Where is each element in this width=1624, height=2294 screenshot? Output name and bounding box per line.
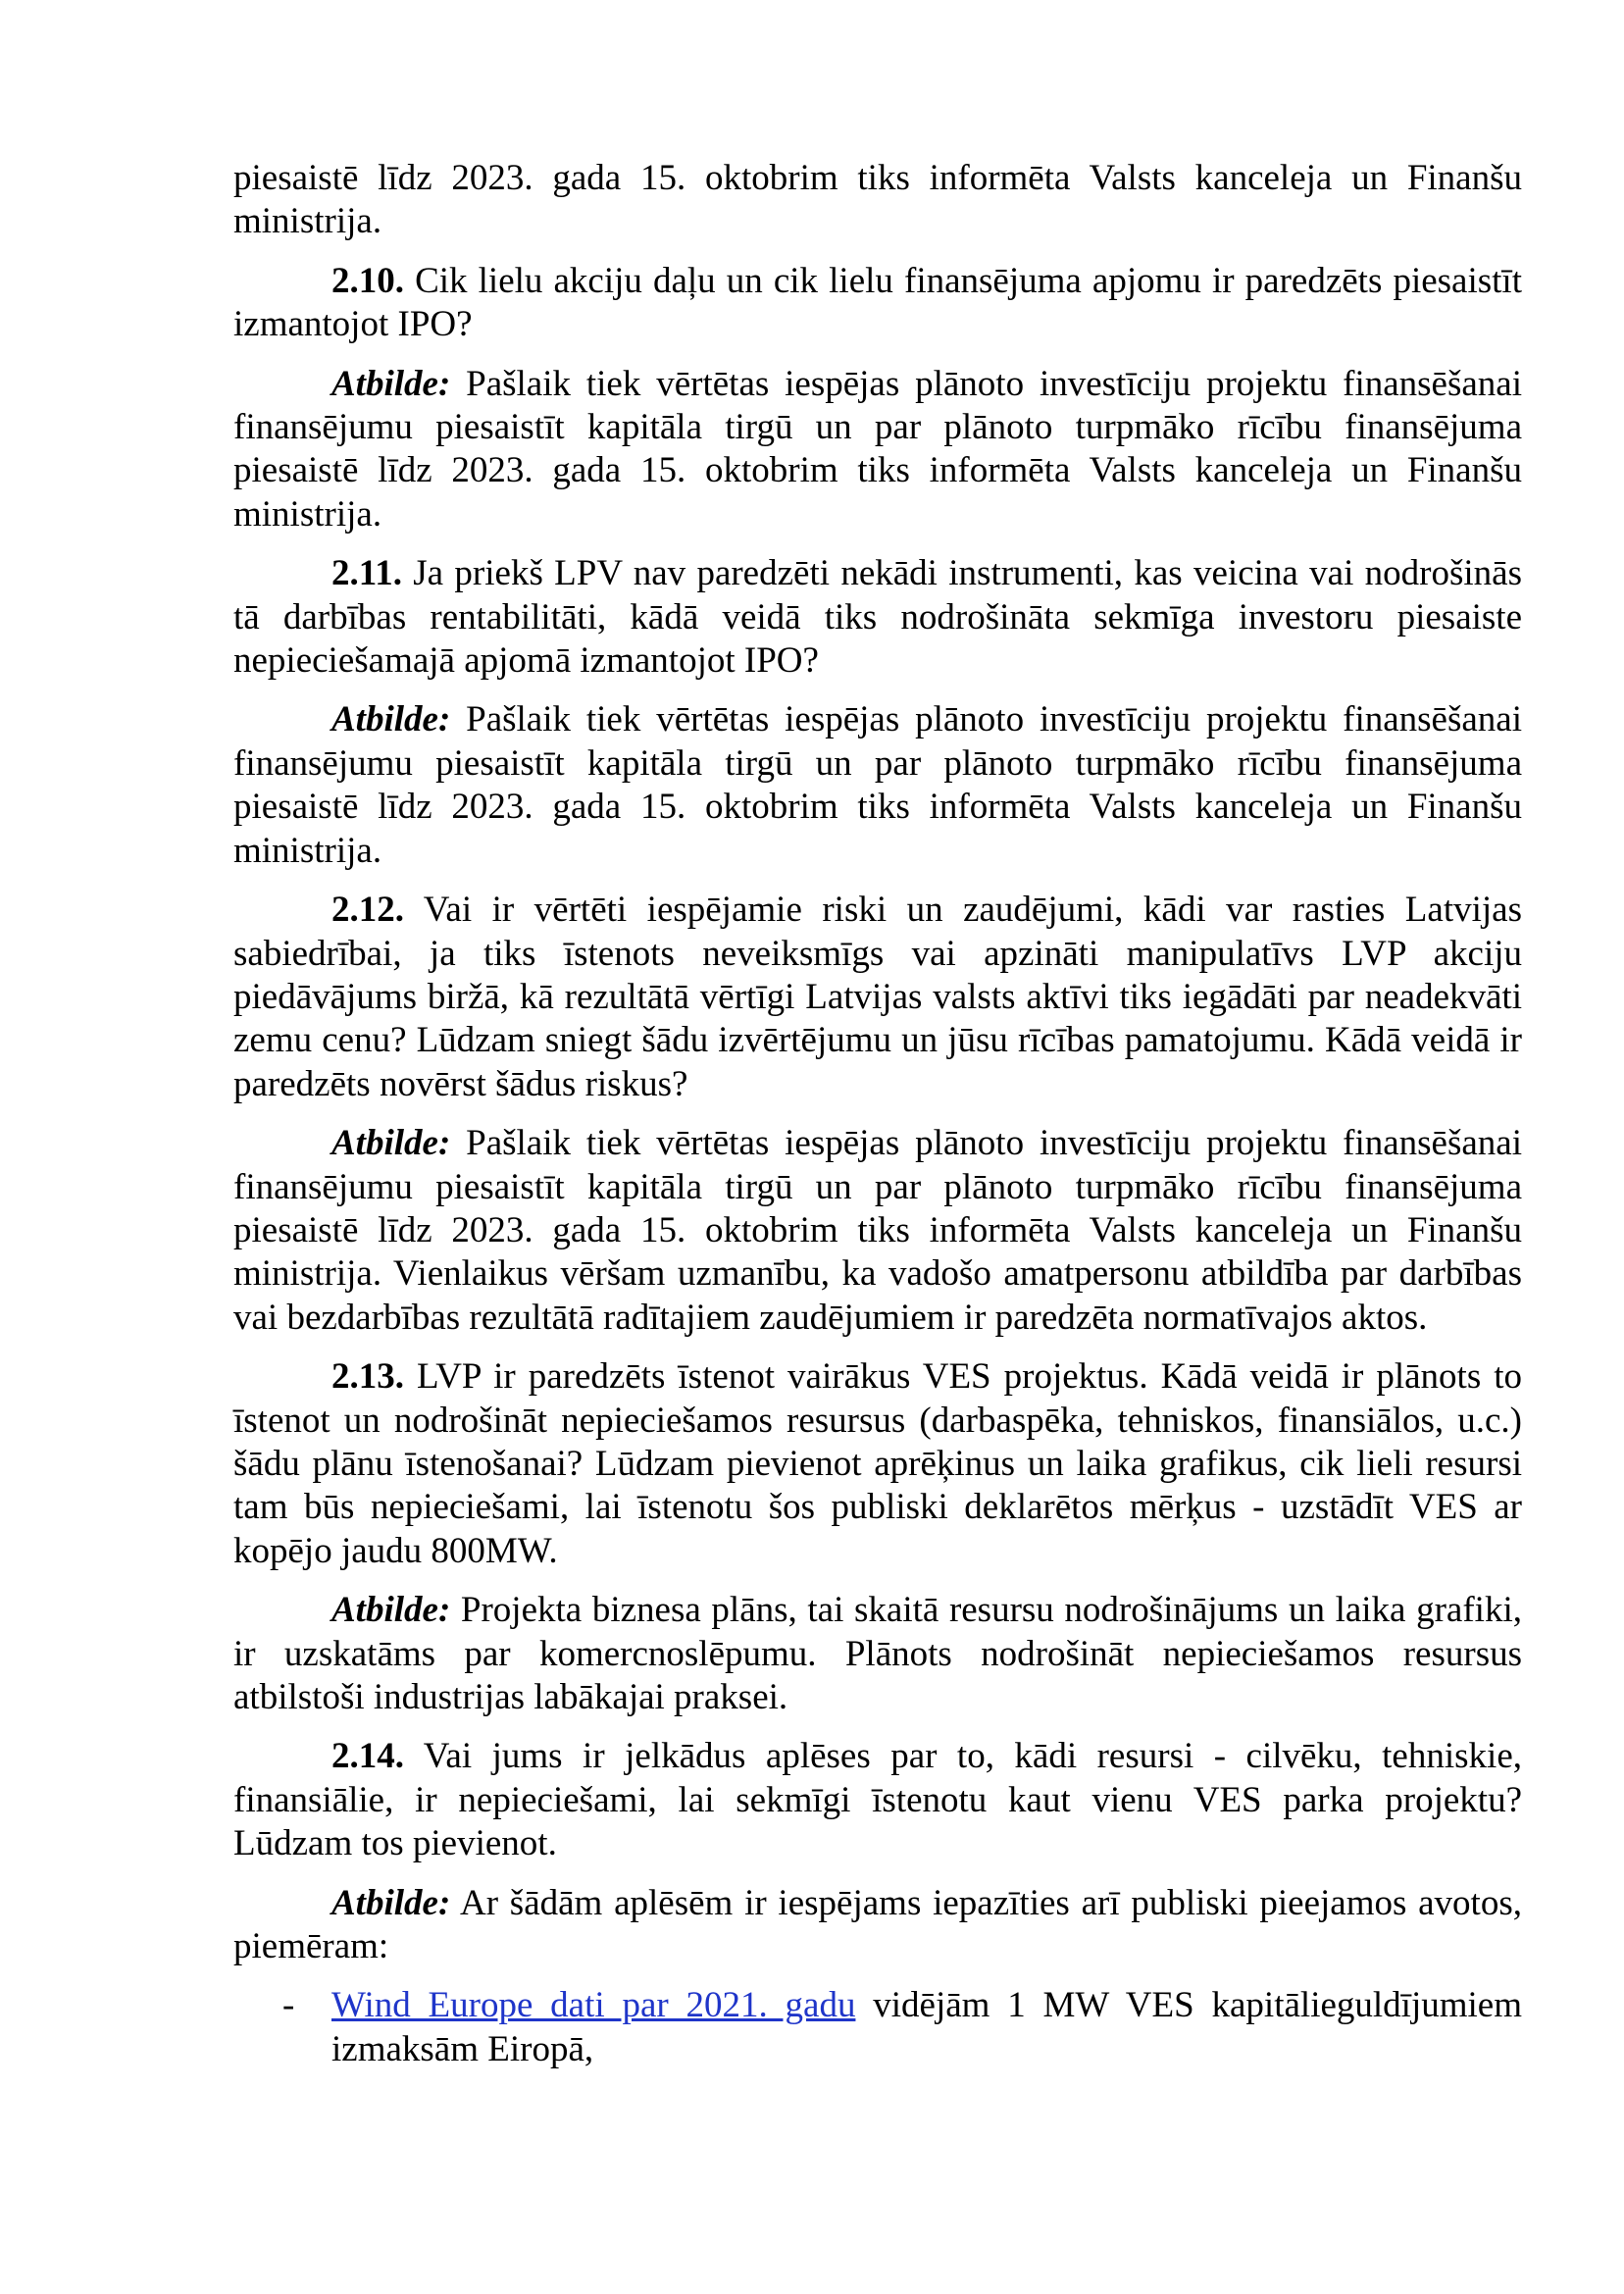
answer-2-11	[233, 698, 1522, 873]
wind-europe-link[interactable]: Wind Europe dati par 2021. gadu	[331, 1985, 856, 2026]
continuation-text: piesaistē līdz 2023. gada 15. oktobrim tiks informēta Valsts kanceleja un Finanšu ministrija.	[233, 158, 1522, 242]
question-text: LVP ir paredzēts īstenot vairākus VES projektus. Kādā veidā ir plānots to īstenot un nodrošināt nepieciešamos resursus (darbaspēka, tehniskos, finansiālos, u.c.) šādu plānu īstenošanai? Lūdzam pievienot aprēķinus un laika grafikus, cik lieli resursi tam būs nepieciešami, lai īstenotu šos publiski deklarētos mērķus - uzstādīt VES ar kopējo jaudu 800MW.	[233, 1356, 1522, 1571]
question-text: Vai jums ir jelkādus aplēses par to, kādi resursi - cilvēku, tehniskie, finansiālie, ir nepieciešami, lai sekmīgi īstenotu kaut vienu VES parka projektu? Lūdzam tos pievienot.	[233, 1736, 1522, 1864]
dash-bullet: -	[282, 1985, 295, 2026]
answer-text: Pašlaik tiek vērtētas iespējas plānoto investīciju projektu finansēšanai finansējumu piesaistīt kapitāla tirgū un par plānoto turpmāko rīcību finansējuma piesaistē līdz 2023. gada 15. oktobrim tiks informēta Valsts kanceleja un Finanšu ministrija.	[233, 363, 1522, 535]
answer-text: Projekta biznesa plāns, tai skaitā resursu nodrošinājums un laika grafiki, ir uzskatāms par komercnoslēpumu. Plānots nodrošināt nepieciešamos resursus atbilstoši industrijas labākajai praksei.	[233, 1590, 1522, 1717]
question-number: 2.12.	[331, 890, 404, 931]
sources-list	[233, 1984, 1522, 2071]
answer-label: Atbilde:	[331, 363, 451, 404]
list-item	[233, 1984, 1522, 2071]
answer-2-12	[233, 1122, 1522, 1340]
answer-label: Atbilde:	[331, 1882, 451, 1923]
question-number: 2.10.	[331, 260, 404, 301]
question-text: Cik lielu akciju daļu un cik lielu finansējuma apjomu ir paredzēts piesaistīt izmantojot IPO?	[233, 260, 1522, 345]
answer-label: Atbilde:	[331, 1590, 451, 1631]
answer-text: Pašlaik tiek vērtētas iespējas plānoto investīciju projektu finansēšanai finansējumu piesaistīt kapitāla tirgū un par plānoto turpmāko rīcību finansējuma piesaistē līdz 2023. gada 15. oktobrim tiks informēta Valsts kanceleja un Finanšu ministrija.	[233, 699, 1522, 871]
document-page	[233, 157, 1522, 2071]
answer-2-10	[233, 363, 1522, 537]
answer-2-14	[233, 1882, 1522, 1969]
answer-label: Atbilde:	[331, 699, 451, 740]
question-2-10	[233, 260, 1522, 347]
question-number: 2.14.	[331, 1736, 404, 1777]
question-2-14	[233, 1735, 1522, 1865]
question-text: Vai ir vērtēti iespējamie riski un zaudējumi, kādi var rasties Latvijas sabiedrībai, ja tiks īstenots neveiksmīgs vai apzināti manipulatīvs LVP akciju piedāvājums biržā, kā rezultātā vērtīgi Latvijas valsts aktīvi tiks iegādāti par neadekvāti zemu cenu? Lūdzam sniegt šādu izvērtējumu un jūsu rīcības pamatojumu. Kādā veidā ir paredzēts novērst šādus riskus?	[233, 890, 1522, 1104]
question-number: 2.11.	[331, 553, 402, 594]
answer-2-13	[233, 1589, 1522, 1719]
answer-text: Pašlaik tiek vērtētas iespējas plānoto investīciju projektu finansēšanai finansējumu piesaistīt kapitāla tirgū un par plānoto turpmāko rīcību finansējuma piesaistē līdz 2023. gada 15. oktobrim tiks informēta Valsts kanceleja un Finanšu ministrija. Vienlaikus vēršam uzmanību, ka vadošo amatpersonu atbildība par darbības vai bezdarbības rezultātā radītajiem zaudējumiem ir paredzēta normatīvajos aktos.	[233, 1123, 1522, 1338]
question-2-11	[233, 552, 1522, 683]
list-item-text: vidējām 1 MW VES kapitālieguldījumiem izmaksām Eiropā,	[331, 1985, 1522, 2069]
continuation-paragraph	[233, 157, 1522, 244]
answer-text: Ar šādām aplēsēm ir iespējams iepazīties arī publiski pieejamos avotos, piemēram:	[233, 1882, 1522, 1967]
answer-label: Atbilde:	[331, 1123, 451, 1164]
question-text: Ja priekš LPV nav paredzēti nekādi instrumenti, kas veicina vai nodrošinās tā darbības rentabilitāti, kādā veidā tiks nodrošināta sekmīga investoru piesaiste nepieciešamajā apjomā izmantojot IPO?	[233, 553, 1522, 682]
question-2-13	[233, 1355, 1522, 1573]
question-2-12	[233, 889, 1522, 1106]
question-number: 2.13.	[331, 1356, 404, 1398]
